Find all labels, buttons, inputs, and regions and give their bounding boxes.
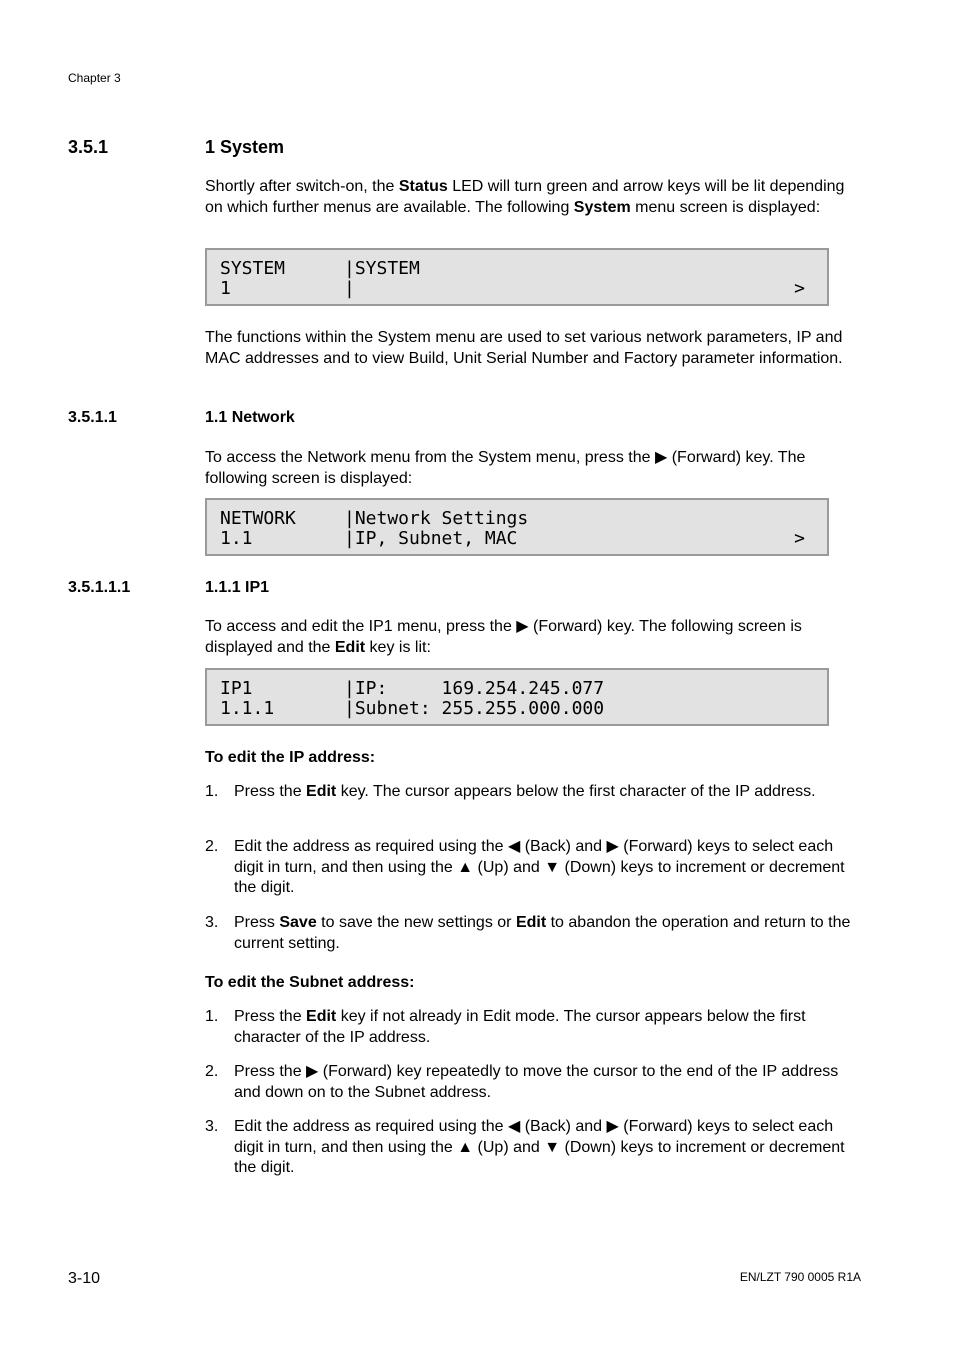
- lcd-left-line-1: SYSTEM: [220, 258, 286, 279]
- bold-term-system: System: [573, 198, 631, 216]
- lcd-left-line-1: NETWORK: [220, 508, 296, 529]
- lcd-screen-ip1: [205, 668, 829, 726]
- lcd-right-line-2: |IP, Subnet, MAC: [344, 528, 518, 549]
- bold-term-edit: Edit: [306, 783, 337, 800]
- lcd-left-line-2: 1.1.1: [220, 698, 275, 719]
- text-run: To access and edit the IP1 menu, press the ▶ (Forward) key. The following screen is displayed and the: [205, 618, 802, 656]
- bold-term-status: Status: [398, 178, 448, 195]
- text-run: LED will turn green and arrow keys will be lit depending on which further menus are available. The following: [205, 178, 845, 216]
- list-text: Press the ▶ (Forward) key repeatedly to move the cursor to the end of the IP address and down on to the Subnet address.: [234, 1063, 839, 1101]
- list-number: 1.: [205, 783, 219, 800]
- section-title: 1.1 Network: [205, 409, 295, 426]
- list-item: [205, 1117, 865, 1179]
- list-number: 1.: [205, 1008, 219, 1025]
- list-text: [234, 782, 865, 803]
- bold-term-edit: Edit: [306, 1008, 337, 1025]
- text-run: Shortly after switch-on, the: [205, 178, 399, 195]
- lcd-right-line-1: |SYSTEM: [344, 258, 420, 279]
- list-text: [234, 913, 865, 954]
- list-item: [205, 782, 865, 803]
- lcd-right-line-1: |IP: 169.254.245.077: [344, 678, 605, 699]
- lcd-forward-arrow: >: [794, 528, 805, 549]
- lcd-left-line-2: 1.1: [220, 528, 253, 549]
- list-number: 2.: [205, 838, 219, 855]
- subheading-edit-subnet: To edit the Subnet address:: [205, 974, 415, 991]
- document-id: EN/LZT 790 0005 R1A: [739, 1270, 861, 1284]
- bold-term-edit: Edit: [515, 914, 547, 931]
- text-run: to save the new settings or: [316, 914, 516, 931]
- lcd-left-line-1: IP1: [220, 678, 253, 699]
- lcd-left-line-2: 1: [220, 278, 231, 299]
- section-number: 3.5.1.1.1: [68, 579, 131, 596]
- paragraph-ip1-access: [205, 617, 861, 658]
- list-item: [205, 913, 865, 954]
- lcd-right-line-2: |: [344, 278, 355, 299]
- list-text: Edit the address as required using the ◀ (Back) and ▶ (Forward) keys to select each digit in turn, and then using the ▲ (Up) and ▼ (Down) keys to increment or decrement the digit.: [234, 1118, 845, 1176]
- bold-term-save: Save: [279, 914, 317, 931]
- lcd-screen-network: [205, 498, 829, 556]
- lcd-right-line-1: |Network Settings: [344, 508, 529, 529]
- text-run: to abandon the operation and return to the current setting.: [234, 914, 851, 952]
- section-title: 1.1.1 IP1: [205, 579, 270, 596]
- lcd-right-line-2: |Subnet: 255.255.000.000: [344, 698, 605, 719]
- lcd-screen-system: [205, 248, 829, 306]
- paragraph-system-functions: The functions within the System menu are used to set various network parameters, IP and MAC addresses and to view Build, Unit Serial Number and Factory parameter information.: [205, 329, 843, 367]
- text-run: key is lit:: [365, 638, 431, 656]
- list-item: [205, 1062, 865, 1103]
- list-item: [205, 837, 865, 899]
- section-number: 3.5.1.1: [68, 409, 117, 426]
- text-run: Press the: [234, 1008, 307, 1025]
- text-run: key. The cursor appears below the first character of the IP address.: [336, 783, 816, 800]
- paragraph-network-access: To access the Network menu from the System menu, press the ▶ (Forward) key. The following screen is displayed:: [205, 449, 806, 487]
- section-number: 3.5.1: [68, 137, 109, 157]
- text-run: Press the: [234, 783, 307, 800]
- list-number: 3.: [205, 914, 219, 931]
- lcd-forward-arrow: >: [794, 278, 805, 299]
- subheading-edit-ip: To edit the IP address:: [205, 749, 376, 766]
- bold-term-edit: Edit: [334, 638, 366, 656]
- text-run: Press: [234, 914, 280, 931]
- list-item: [205, 1007, 865, 1048]
- page-number: 3-10: [68, 1270, 101, 1287]
- running-header-chapter: Chapter 3: [68, 71, 121, 85]
- list-text: [234, 1007, 865, 1048]
- list-number: 3.: [205, 1118, 219, 1135]
- section-title: 1 System: [205, 137, 285, 157]
- list-text: Edit the address as required using the ◀ (Back) and ▶ (Forward) keys to select each digit in turn, and then using the ▲ (Up) and ▼ (Down) keys to increment or decrement the digit.: [234, 838, 845, 896]
- text-run: menu screen is displayed:: [630, 198, 821, 216]
- list-number: 2.: [205, 1063, 219, 1080]
- paragraph-system-intro: [205, 177, 861, 218]
- text-run: key if not already in Edit mode. The cursor appears below the first character of the IP address.: [234, 1008, 806, 1046]
